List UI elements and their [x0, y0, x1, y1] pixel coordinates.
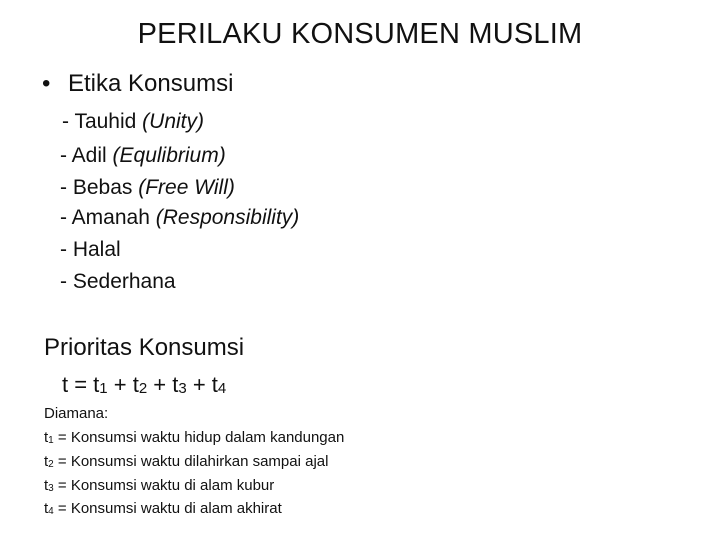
- definition-row: $t_4$ = Konsumsi waktu di alam akhirat: [44, 500, 282, 517]
- priority-formula: $t = t_1 + t_2 + t_3 + t_4$: [62, 372, 227, 397]
- where-label: Diamana:: [44, 405, 109, 422]
- ethics-item-label: Bebas: [72, 176, 139, 199]
- ethics-item-english: (Equlibrium): [112, 144, 226, 167]
- ethics-heading: Etika Konsumsi: [68, 70, 234, 97]
- slide-title: PERILAKU KONSUMEN MUSLIM: [137, 18, 583, 50]
- ethics-item-tauhid: [62, 110, 204, 134]
- ethics-item-label: Adil: [71, 144, 113, 167]
- ethics-item-sederhana: [60, 270, 176, 294]
- formula-subscript: 3: [178, 380, 187, 397]
- definition-row: $t_2$ = Konsumsi waktu dilahirkan sampai ajal: [44, 453, 329, 470]
- formula-subscript: 2: [138, 380, 148, 397]
- ethics-item-label: Sederhana: [72, 270, 176, 293]
- dash-marker: -: [60, 176, 73, 199]
- formula-subscript: 1: [99, 380, 108, 397]
- ethics-item-label: Amanah: [71, 206, 156, 229]
- definition-row: $t_3$ = Konsumsi waktu di alam kubur: [44, 477, 275, 494]
- ethics-item-label: Halal: [72, 238, 121, 261]
- ethics-item-amanah: [60, 206, 299, 230]
- dash-marker: -: [60, 144, 72, 167]
- dash-marker: -: [60, 238, 73, 261]
- ethics-item-english: (Responsibility): [155, 206, 300, 229]
- ethics-item-adil: [60, 144, 226, 168]
- ethics-item-english: (Unity): [142, 110, 205, 133]
- ethics-heading-row: [42, 70, 233, 98]
- dash-marker: -: [60, 270, 73, 293]
- dash-marker: -: [60, 206, 72, 229]
- priority-heading: Prioritas Konsumsi: [44, 334, 245, 361]
- ethics-item-label: Tauhid: [74, 110, 143, 133]
- definition-row: $t_1$ = Konsumsi waktu hidup dalam kandungan: [44, 429, 345, 446]
- ethics-item-english: (Free Will): [138, 176, 235, 199]
- bullet-icon: •: [42, 70, 51, 97]
- ethics-item-halal: [60, 238, 121, 262]
- formula-subscript: 4: [217, 380, 227, 397]
- dash-marker: -: [62, 110, 75, 133]
- ethics-item-bebas: [60, 176, 235, 200]
